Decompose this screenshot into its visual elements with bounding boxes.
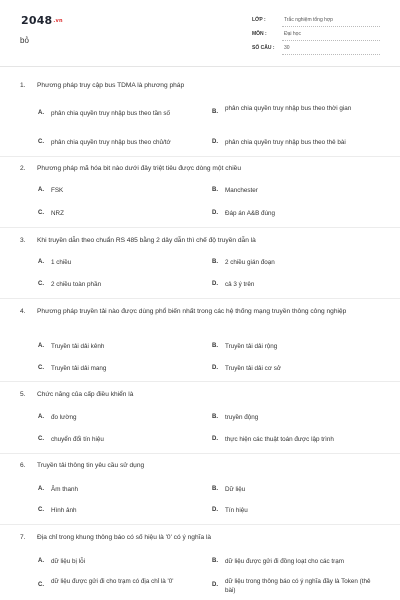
option-text: FSK (51, 187, 64, 194)
option-text: NRZ (51, 210, 64, 217)
site-logo[interactable] (21, 14, 63, 27)
option-letter: B. (212, 259, 218, 265)
option-letter: C. (38, 582, 44, 588)
option-text: Truyền tải dải cơ sở (225, 365, 281, 372)
question-divider (0, 227, 400, 228)
question-text: Chức năng của cấp điều khiển là (37, 391, 134, 398)
option-text: Tín hiệu (225, 507, 248, 514)
option-letter: A. (38, 110, 44, 116)
meta-label: SỐ CÂU : (252, 45, 275, 51)
option-letter: C. (38, 139, 44, 145)
meta-label: MÔN : (252, 31, 267, 37)
option-text: Truyền tải dải mang (51, 365, 107, 372)
option-letter: B. (212, 558, 218, 564)
option-letter: C. (38, 365, 44, 371)
header-divider (0, 66, 400, 67)
subject-short-label: bỏ (20, 36, 29, 45)
meta-value: Đại học (284, 31, 301, 37)
question-number: 5. (20, 391, 26, 398)
option-text: dữ liệu bị lỗi (51, 558, 85, 565)
option-text: Truyền tải dải kênh (51, 343, 105, 350)
option-text: Hình ảnh (51, 507, 77, 514)
question-text: Địa chỉ trong khung thông báo có số hiệu là '0' có ý nghĩa là (37, 534, 212, 541)
option-letter: B. (212, 343, 218, 349)
logo-text: 2048 (21, 14, 53, 27)
option-text: dữ liệu được gửi đi cho trạm có địa chỉ là '0' (51, 578, 174, 585)
option-text: phân chia quyền truy nhập bus theo chủ/tớ (51, 139, 171, 146)
option-text: Truyền tải dải rộng (225, 343, 278, 350)
option-letter: D. (212, 582, 218, 588)
option-text: dữ liệu được gửi đi đồng loạt cho các trạm (225, 558, 344, 565)
option-text: 2 chiều toàn phần (51, 281, 102, 288)
question-text: Phương pháp truy cập bus TDMA là phương pháp (37, 82, 185, 89)
option-letter: C. (38, 436, 44, 442)
option-letter: A. (38, 259, 44, 265)
option-text: 1 chiều (51, 259, 72, 266)
option-letter: D. (212, 281, 218, 287)
option-text: dữ liệu trong thông báo có ý nghĩa đầy là Token (thẻ bài) (225, 578, 371, 594)
option-letter: C. (38, 281, 44, 287)
option-text: phân chia quyền truy nhập bus theo thẻ bài (225, 139, 346, 146)
option-letter: A. (38, 486, 44, 492)
meta-value: Trắc nghiệm tổng hợp (284, 17, 333, 23)
question-number: 7. (20, 534, 26, 541)
option-text: Dữ liệu (225, 486, 246, 493)
option-text: Âm thanh (51, 486, 78, 493)
option-letter: A. (38, 558, 44, 564)
option-text: 2 chiều gián đoạn (225, 259, 275, 266)
option-letter: C. (38, 210, 44, 216)
option-text: đo lường (51, 414, 77, 421)
option-letter: B. (212, 486, 218, 492)
option-letter: B. (212, 109, 218, 115)
page-header (0, 0, 400, 64)
option-letter: B. (212, 187, 218, 193)
option-text: Đáp án A&B đúng (225, 210, 276, 217)
meta-row-subject (252, 29, 380, 43)
option-text: phân chia quyền truy nhập bus theo tần số (51, 110, 171, 117)
option-text: thực hiện các thuật toán được lập trình (225, 436, 334, 443)
question-text: Truyền tải thông tin yêu cầu sử dụng (37, 462, 145, 469)
question-divider (0, 298, 400, 299)
option-letter: A. (38, 343, 44, 349)
option-letter: A. (38, 187, 44, 193)
question-text: Phương pháp mã hóa bit nào dưới đây triệt tiêu được dòng một chiều (37, 165, 241, 172)
option-text: cả 3 ý trên (225, 281, 255, 288)
meta-row-class (252, 15, 380, 29)
meta-row-question-count (252, 43, 380, 57)
meta-value: 30 (284, 45, 290, 51)
question-number: 2. (20, 165, 26, 172)
option-letter: D. (212, 507, 218, 513)
logo-domain: .vn (53, 18, 63, 24)
meta-label: LỚP : (252, 17, 266, 23)
option-letter: C. (38, 507, 44, 513)
question-divider (0, 381, 400, 382)
option-letter: D. (212, 210, 218, 216)
option-text: chuyển đổi tín hiệu (51, 436, 104, 443)
question-text: Khi truyền dẫn theo chuẩn RS 485 bằng 2 dây dẫn thì chế độ truyền dẫn là (37, 237, 256, 244)
meta-underline (282, 40, 380, 41)
option-text: phân chia quyền truy nhập bus theo thời gian (225, 105, 352, 112)
question-number: 1. (20, 82, 26, 89)
option-letter: A. (38, 414, 44, 420)
question-divider (0, 524, 400, 525)
option-letter: B. (212, 414, 218, 420)
option-text: truyền động (225, 414, 259, 421)
option-letter: D. (212, 436, 218, 442)
question-text: Phương pháp truyền tải nào được dùng phổ biến nhất trong các hệ thống mạng truyền thông công nghiệp (37, 308, 347, 315)
meta-underline (282, 26, 380, 27)
question-number: 3. (20, 237, 26, 244)
question-divider (0, 453, 400, 454)
question-number: 6. (20, 462, 26, 469)
option-letter: D. (212, 365, 218, 371)
option-letter: D. (212, 139, 218, 145)
meta-underline (282, 54, 380, 55)
option-text: Manchester (225, 187, 258, 194)
question-divider (0, 156, 400, 157)
question-number: 4. (20, 308, 26, 315)
